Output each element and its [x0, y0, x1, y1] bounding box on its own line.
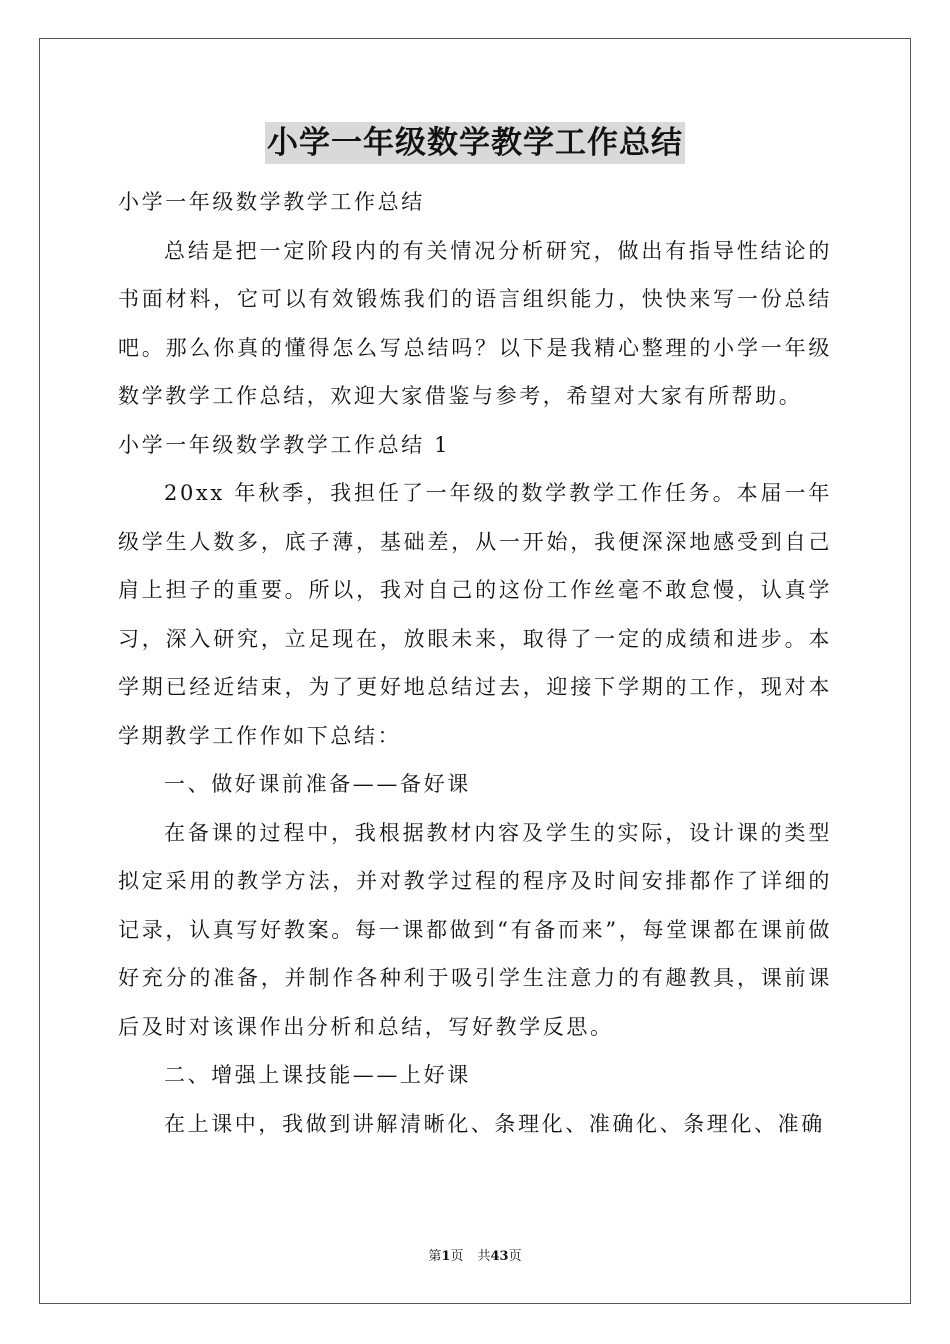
page-prefix: 第	[428, 1249, 442, 1264]
page-number: 1	[441, 1249, 451, 1264]
page-footer	[0, 1248, 950, 1266]
document-title: 小学一年级数学教学工作总结	[265, 122, 685, 164]
section-heading-1: 一、做好课前准备——备好课	[164, 772, 471, 796]
section-heading-2: 二、增强上课技能——上好课	[164, 1063, 471, 1087]
total-prefix: 共	[477, 1249, 491, 1264]
paragraph-0: 小学一年级数学教学工作总结	[118, 190, 425, 214]
title-container	[0, 122, 950, 164]
page-suffix: 页	[450, 1249, 464, 1264]
paragraph-7: 在上课中，我做到讲解清晰化、条理化、准确化、条理化、准确	[164, 1111, 825, 1136]
paragraph-2: 小学一年级数学教学工作总结 1	[118, 432, 451, 457]
total-suffix: 页	[508, 1249, 522, 1264]
total-pages: 43	[490, 1249, 509, 1264]
document-body	[118, 178, 832, 1148]
paragraph-5: 在备课的过程中，我根据教材内容及学生的实际，设计课的类型拟定采用的教学方法，并对教学过程的程序及时间安排都作了详细的记录，认真写好教案。每一课都做到“有备而来”，每堂课都在课前做好充分的准备，并制作各种利于吸引学生注意力的有趣教具，课前课后及时对该课作出分析和总结，写好教学反思。	[118, 820, 832, 1039]
paragraph-3: 20xx 年秋季，我担任了一年级的数学教学工作任务。本届一年级学生人数多，底子薄，基础差，从一开始，我便深深地感受到自己肩上担子的重要。所以，我对自己的这份工作丝毫不敢怠慢，认真学习，深入研究，立足现在，放眼未来，取得了一定的成绩和进步。本学期已经近结束，为了更好地总结过去，迎接下学期的工作，现对本学期教学工作作如下总结：	[118, 481, 832, 748]
paragraph-1: 总结是把一定阶段内的有关情况分析研究，做出有指导性结论的书面材料，它可以有效锻炼我们的语言组织能力，快快来写一份总结吧。那么你真的懂得怎么写总结吗？以下是我精心整理的小学一年级数学教学工作总结，欢迎大家借鉴与参考，希望对大家有所帮助。	[118, 238, 832, 408]
